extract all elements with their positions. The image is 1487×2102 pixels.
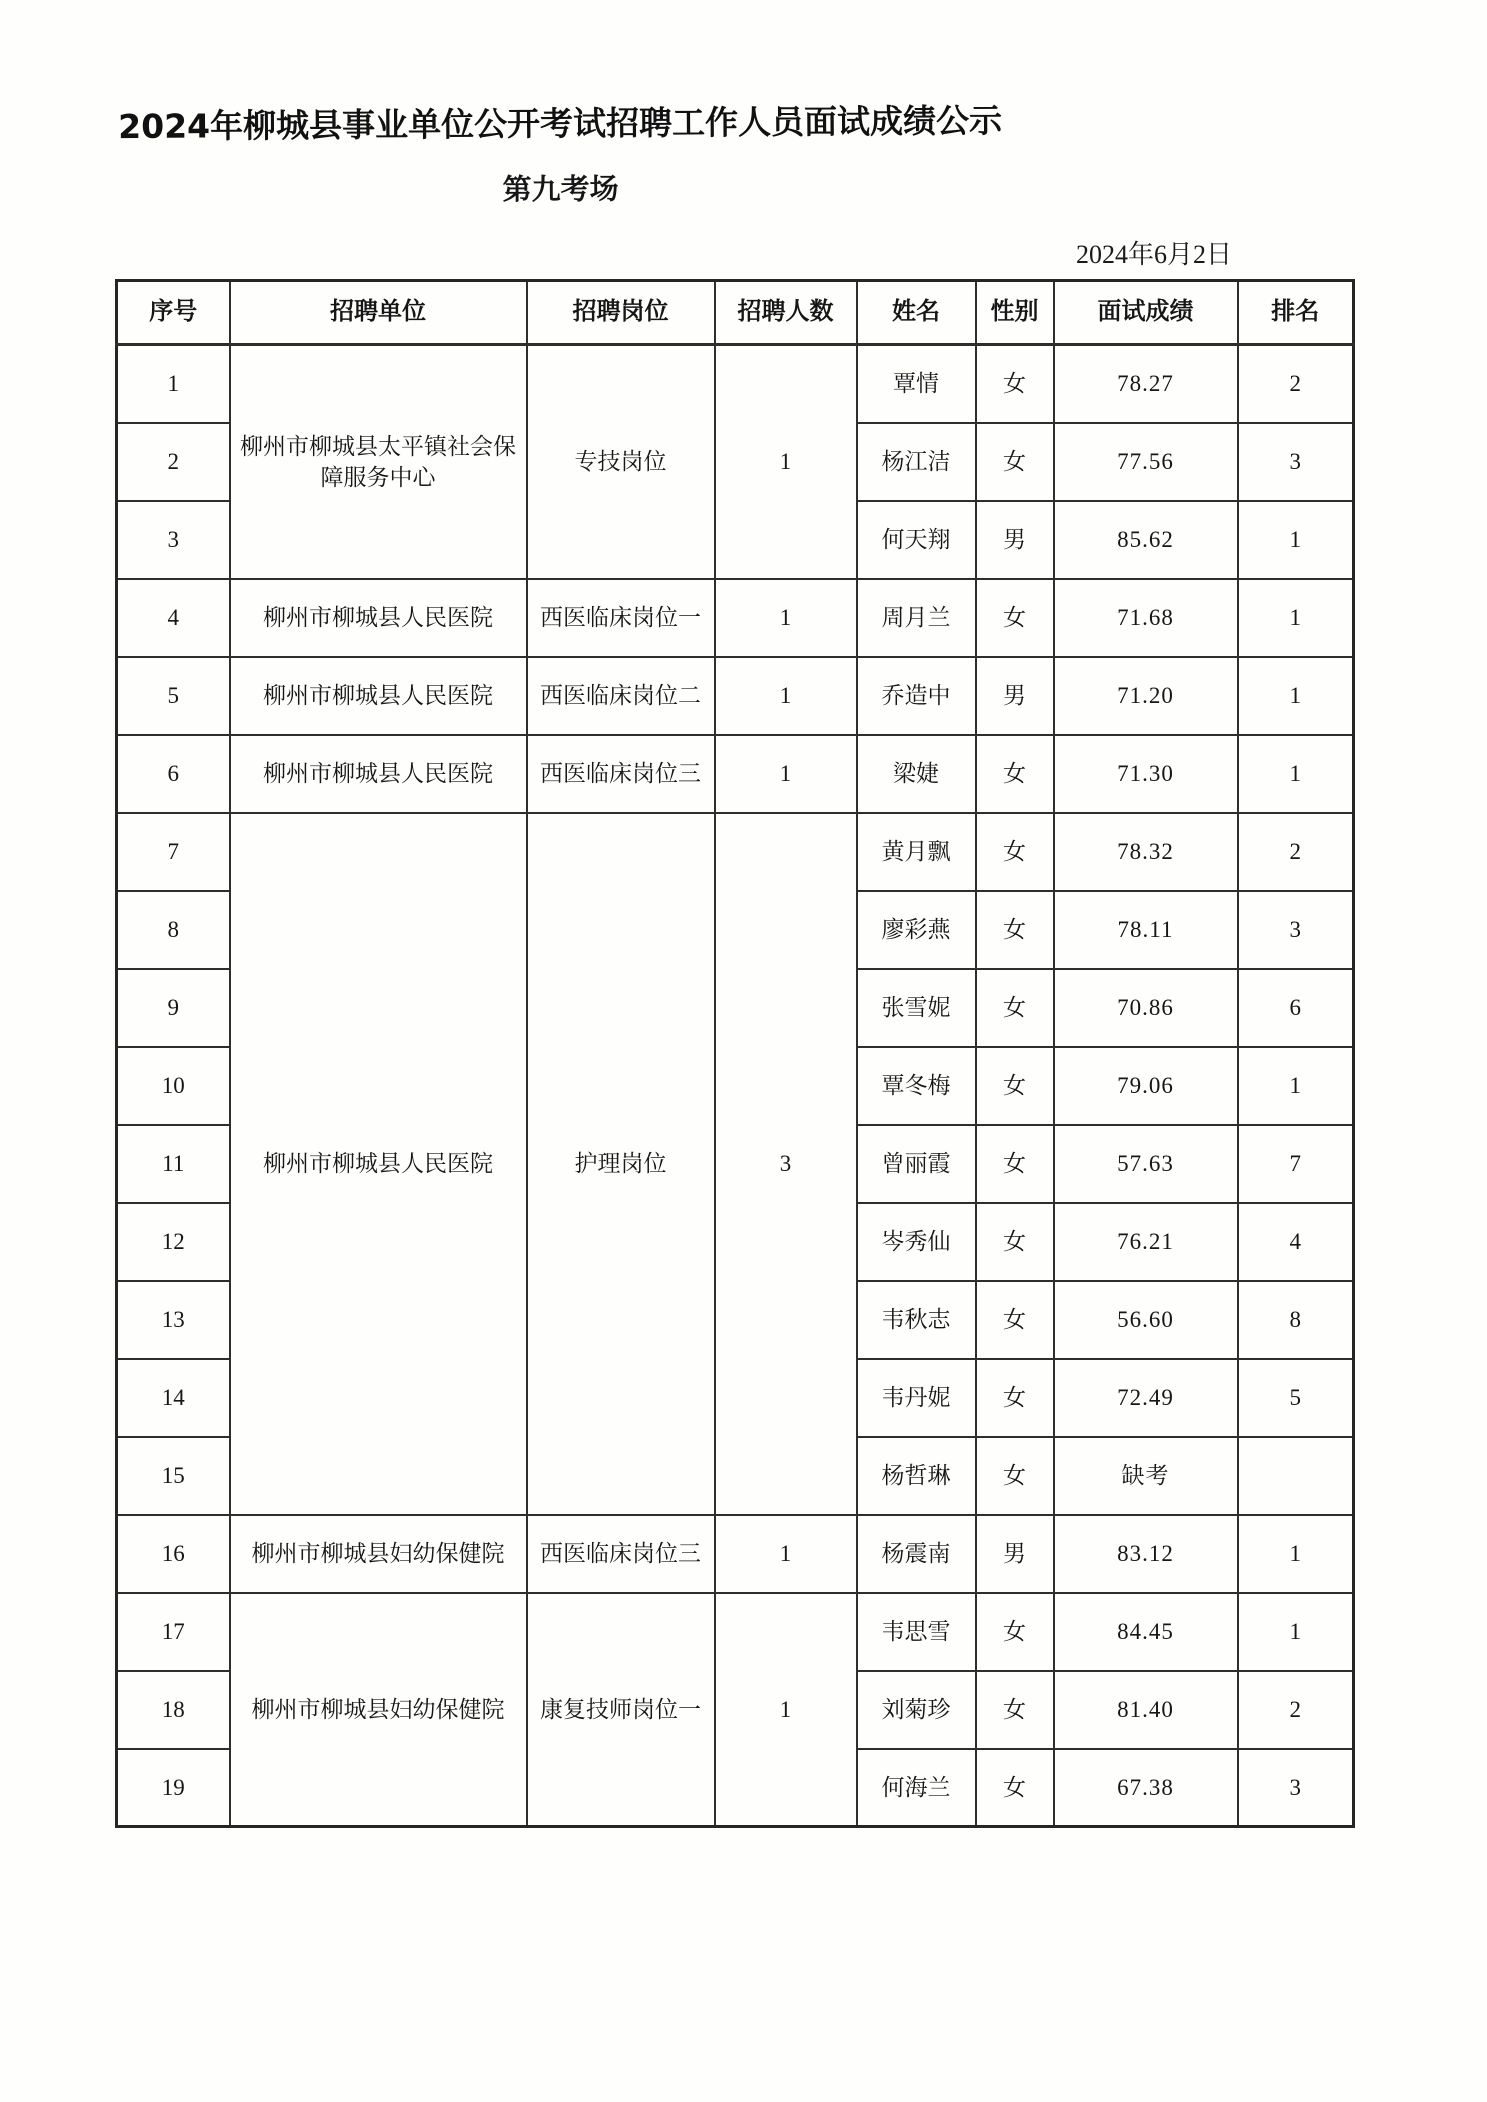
header-interview-score: 面试成绩 — [1054, 281, 1238, 345]
cell-headcount: 1 — [715, 657, 857, 735]
cell-rank: 3 — [1238, 423, 1354, 501]
table-row — [117, 657, 1354, 735]
cell-interview-score: 78.27 — [1054, 345, 1238, 423]
cell-rank: 1 — [1238, 1047, 1354, 1125]
table-row — [117, 735, 1354, 813]
cell-recruiting-unit: 柳州市柳城县人民医院 — [230, 813, 527, 1515]
cell-serial-number: 19 — [117, 1749, 230, 1827]
cell-interview-score: 57.63 — [1054, 1125, 1238, 1203]
heading-block — [0, 0, 1121, 212]
cell-headcount: 1 — [715, 1593, 857, 1827]
cell-name: 岑秀仙 — [857, 1203, 976, 1281]
header-gender: 性别 — [976, 281, 1054, 345]
cell-name: 廖彩燕 — [857, 891, 976, 969]
cell-serial-number: 12 — [117, 1203, 230, 1281]
cell-position: 西医临床岗位二 — [527, 657, 715, 735]
cell-interview-score: 67.38 — [1054, 1749, 1238, 1827]
cell-rank: 7 — [1238, 1125, 1354, 1203]
header-rank: 排名 — [1238, 281, 1354, 345]
date-label: 2024年6月2日 — [1075, 240, 1232, 269]
cell-gender: 女 — [976, 1047, 1054, 1125]
cell-recruiting-unit: 柳州市柳城县人民医院 — [230, 735, 527, 813]
cell-serial-number: 5 — [117, 657, 230, 735]
cell-serial-number: 13 — [117, 1281, 230, 1359]
cell-gender: 女 — [976, 345, 1054, 423]
cell-gender: 女 — [976, 1437, 1054, 1515]
cell-name: 乔造中 — [857, 657, 976, 735]
cell-gender: 女 — [976, 1749, 1054, 1827]
cell-interview-score: 84.45 — [1054, 1593, 1238, 1671]
cell-name: 张雪妮 — [857, 969, 976, 1047]
cell-serial-number: 11 — [117, 1125, 230, 1203]
cell-interview-score: 78.32 — [1054, 813, 1238, 891]
cell-rank: 2 — [1238, 813, 1354, 891]
cell-rank: 1 — [1238, 1593, 1354, 1671]
cell-name: 杨震南 — [857, 1515, 976, 1593]
cell-name: 韦丹妮 — [857, 1359, 976, 1437]
cell-interview-score: 70.86 — [1054, 969, 1238, 1047]
cell-name: 韦思雪 — [857, 1593, 976, 1671]
cell-serial-number: 17 — [117, 1593, 230, 1671]
cell-name: 覃冬梅 — [857, 1047, 976, 1125]
header-recruiting-unit: 招聘单位 — [230, 281, 527, 345]
cell-headcount: 1 — [715, 345, 857, 579]
table-row — [117, 1593, 1354, 1671]
cell-gender: 女 — [976, 1125, 1054, 1203]
cell-serial-number: 4 — [117, 579, 230, 657]
cell-serial-number: 10 — [117, 1047, 230, 1125]
cell-gender: 女 — [976, 1203, 1054, 1281]
cell-interview-score: 缺考 — [1054, 1437, 1238, 1515]
cell-recruiting-unit: 柳州市柳城县妇幼保健院 — [230, 1593, 527, 1827]
cell-name: 周月兰 — [857, 579, 976, 657]
cell-headcount: 1 — [715, 1515, 857, 1593]
cell-rank: 1 — [1238, 579, 1354, 657]
cell-rank: 5 — [1238, 1359, 1354, 1437]
cell-rank: 3 — [1238, 891, 1354, 969]
header-serial-number: 序号 — [117, 281, 230, 345]
cell-gender: 女 — [976, 735, 1054, 813]
cell-gender: 男 — [976, 1515, 1054, 1593]
cell-name: 黄月飘 — [857, 813, 976, 891]
page-title: 2024年柳城县事业单位公开考试招聘工作人员面试成绩公示 — [118, 100, 1003, 147]
cell-gender: 女 — [976, 423, 1054, 501]
cell-gender: 女 — [976, 813, 1054, 891]
cell-interview-score: 72.49 — [1054, 1359, 1238, 1437]
cell-serial-number: 1 — [117, 345, 230, 423]
cell-serial-number: 2 — [117, 423, 230, 501]
cell-name: 韦秋志 — [857, 1281, 976, 1359]
cell-interview-score: 76.21 — [1054, 1203, 1238, 1281]
cell-position: 康复技师岗位一 — [527, 1593, 715, 1827]
cell-interview-score: 71.20 — [1054, 657, 1238, 735]
cell-interview-score: 83.12 — [1054, 1515, 1238, 1593]
cell-rank: 6 — [1238, 969, 1354, 1047]
cell-interview-score: 78.11 — [1054, 891, 1238, 969]
cell-serial-number: 18 — [117, 1671, 230, 1749]
cell-recruiting-unit: 柳州市柳城县人民医院 — [230, 579, 527, 657]
cell-gender: 男 — [976, 501, 1054, 579]
header-name: 姓名 — [857, 281, 976, 345]
table-row — [117, 345, 1354, 423]
cell-gender: 女 — [976, 579, 1054, 657]
cell-headcount: 1 — [715, 735, 857, 813]
header-position: 招聘岗位 — [527, 281, 715, 345]
cell-serial-number: 16 — [117, 1515, 230, 1593]
cell-name: 何海兰 — [857, 1749, 976, 1827]
header-headcount: 招聘人数 — [715, 281, 857, 345]
cell-rank: 1 — [1238, 501, 1354, 579]
cell-gender: 女 — [976, 969, 1054, 1047]
cell-gender: 女 — [976, 1359, 1054, 1437]
cell-position: 护理岗位 — [527, 813, 715, 1515]
cell-interview-score: 56.60 — [1054, 1281, 1238, 1359]
cell-gender: 女 — [976, 1281, 1054, 1359]
cell-interview-score: 85.62 — [1054, 501, 1238, 579]
cell-interview-score: 81.40 — [1054, 1671, 1238, 1749]
cell-name: 曾丽霞 — [857, 1125, 976, 1203]
cell-position: 西医临床岗位三 — [527, 735, 715, 813]
cell-gender: 女 — [976, 1671, 1054, 1749]
cell-rank: 2 — [1238, 1671, 1354, 1749]
cell-name: 覃情 — [857, 345, 976, 423]
table-row — [117, 579, 1354, 657]
cell-recruiting-unit: 柳州市柳城县妇幼保健院 — [230, 1515, 527, 1593]
header-row — [117, 281, 1354, 345]
cell-gender: 女 — [976, 1593, 1054, 1671]
cell-rank: 1 — [1238, 657, 1354, 735]
cell-interview-score: 71.30 — [1054, 735, 1238, 813]
cell-rank: 2 — [1238, 345, 1354, 423]
cell-rank: 4 — [1238, 1203, 1354, 1281]
cell-serial-number: 15 — [117, 1437, 230, 1515]
cell-recruiting-unit: 柳州市柳城县太平镇社会保障服务中心 — [230, 345, 527, 579]
cell-rank: 3 — [1238, 1749, 1354, 1827]
cell-serial-number: 6 — [117, 735, 230, 813]
cell-interview-score: 77.56 — [1054, 423, 1238, 501]
cell-rank — [1238, 1437, 1354, 1515]
cell-serial-number: 8 — [117, 891, 230, 969]
cell-rank: 1 — [1238, 735, 1354, 813]
cell-name: 梁婕 — [857, 735, 976, 813]
cell-name: 何天翔 — [857, 501, 976, 579]
table-row — [117, 813, 1354, 891]
cell-name: 杨江洁 — [857, 423, 976, 501]
cell-headcount: 3 — [715, 813, 857, 1515]
exam-room-subtitle: 第九考场 — [502, 171, 619, 207]
cell-serial-number: 14 — [117, 1359, 230, 1437]
cell-serial-number: 9 — [117, 969, 230, 1047]
table-row — [117, 1515, 1354, 1593]
cell-recruiting-unit: 柳州市柳城县人民医院 — [230, 657, 527, 735]
cell-interview-score: 71.68 — [1054, 579, 1238, 657]
cell-serial-number: 7 — [117, 813, 230, 891]
cell-rank: 1 — [1238, 1515, 1354, 1593]
cell-position: 西医临床岗位三 — [527, 1515, 715, 1593]
interview-score-table — [115, 279, 1355, 1828]
cell-position: 专技岗位 — [527, 345, 715, 579]
cell-headcount: 1 — [715, 579, 857, 657]
cell-gender: 男 — [976, 657, 1054, 735]
cell-name: 杨哲琳 — [857, 1437, 976, 1515]
cell-rank: 8 — [1238, 1281, 1354, 1359]
cell-gender: 女 — [976, 891, 1054, 969]
cell-name: 刘菊珍 — [857, 1671, 976, 1749]
cell-interview-score: 79.06 — [1054, 1047, 1238, 1125]
cell-serial-number: 3 — [117, 501, 230, 579]
cell-position: 西医临床岗位一 — [527, 579, 715, 657]
